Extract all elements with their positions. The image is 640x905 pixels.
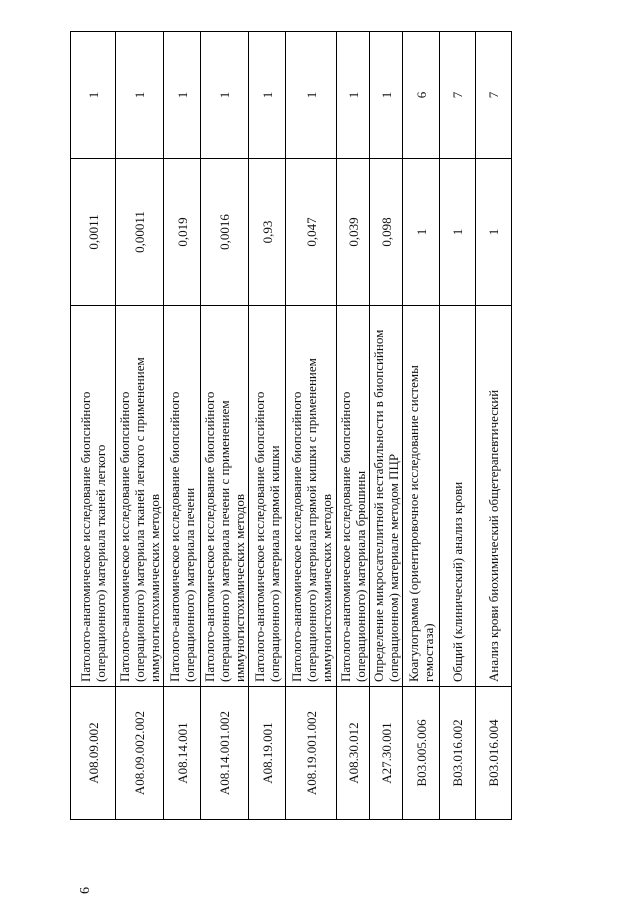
frequency-value: 1 [403, 159, 440, 306]
table-row [476, 32, 512, 820]
multiplicity-value: 6 [403, 32, 440, 159]
table-row [116, 32, 164, 820]
service-code: A08.19.001 [249, 687, 286, 820]
service-name: Общий (клинический) анализ крови [440, 306, 476, 687]
document-table-rotated [70, 40, 505, 820]
multiplicity-value: 7 [440, 32, 476, 159]
frequency-value: 1 [440, 159, 476, 306]
multiplicity-value: 1 [116, 32, 164, 159]
services-table [70, 31, 512, 820]
page-number: 6 [78, 887, 93, 894]
multiplicity-value: 1 [249, 32, 286, 159]
service-code: A08.09.002 [71, 687, 116, 820]
frequency-value: 0,00011 [116, 159, 164, 306]
service-name: Патолого-анатомическое исследование биопсийного (операционного) материала печени с применением иммуногистохимических методов [201, 306, 249, 687]
frequency-value: 0,019 [164, 159, 201, 306]
service-code: B03.005.006 [403, 687, 440, 820]
service-name: Патолого-анатомическое исследование биопсийного (операционного) материала брюшины [337, 306, 370, 687]
service-code: B03.016.004 [476, 687, 512, 820]
multiplicity-value: 1 [71, 32, 116, 159]
table-row [337, 32, 370, 820]
table-row [249, 32, 286, 820]
multiplicity-value: 1 [286, 32, 337, 159]
service-code: A08.30.012 [337, 687, 370, 820]
frequency-value: 0,0016 [201, 159, 249, 306]
multiplicity-value: 1 [201, 32, 249, 159]
frequency-value: 0,0011 [71, 159, 116, 306]
multiplicity-value: 1 [337, 32, 370, 159]
frequency-value: 0,039 [337, 159, 370, 306]
frequency-value: 1 [476, 159, 512, 306]
service-name: Патолого-анатомическое исследование биопсийного (операционного) материала прямой кишки с применением иммуногистохимических методов [286, 306, 337, 687]
table-row [71, 32, 116, 820]
service-code: A27.30.001 [370, 687, 403, 820]
multiplicity-value: 1 [370, 32, 403, 159]
service-name: Коагулограмма (ориентировочное исследование системы гемостаза) [403, 306, 440, 687]
frequency-value: 0,047 [286, 159, 337, 306]
service-code: A08.14.001.002 [201, 687, 249, 820]
service-code: A08.14.001 [164, 687, 201, 820]
service-code: A08.09.002.002 [116, 687, 164, 820]
service-name: Патолого-анатомическое исследование биопсийного (операционного) материала прямой кишки [249, 306, 286, 687]
table-row [164, 32, 201, 820]
table-row [201, 32, 249, 820]
table-row [403, 32, 440, 820]
service-code: A08.19.001.002 [286, 687, 337, 820]
multiplicity-value: 7 [476, 32, 512, 159]
service-name: Определение микросателлитной нестабильности в биопсийном (операционном) материале методом ПЦР [370, 306, 403, 687]
service-name: Патолого-анатомическое исследование биопсийного (операционного) материала тканей легкого [71, 306, 116, 687]
service-name: Патолого-анатомическое исследование биопсийного (операционного) материала печени [164, 306, 201, 687]
service-name: Анализ крови биохимический общетерапевтический [476, 306, 512, 687]
multiplicity-value: 1 [164, 32, 201, 159]
frequency-value: 0,93 [249, 159, 286, 306]
table-row [440, 32, 476, 820]
table-row [370, 32, 403, 820]
service-name: Патолого-анатомическое исследование биопсийного (операционного) материала тканей легкого с применением иммуногистохимических методов [116, 306, 164, 687]
service-code: B03.016.002 [440, 687, 476, 820]
table-row [286, 32, 337, 820]
frequency-value: 0,098 [370, 159, 403, 306]
